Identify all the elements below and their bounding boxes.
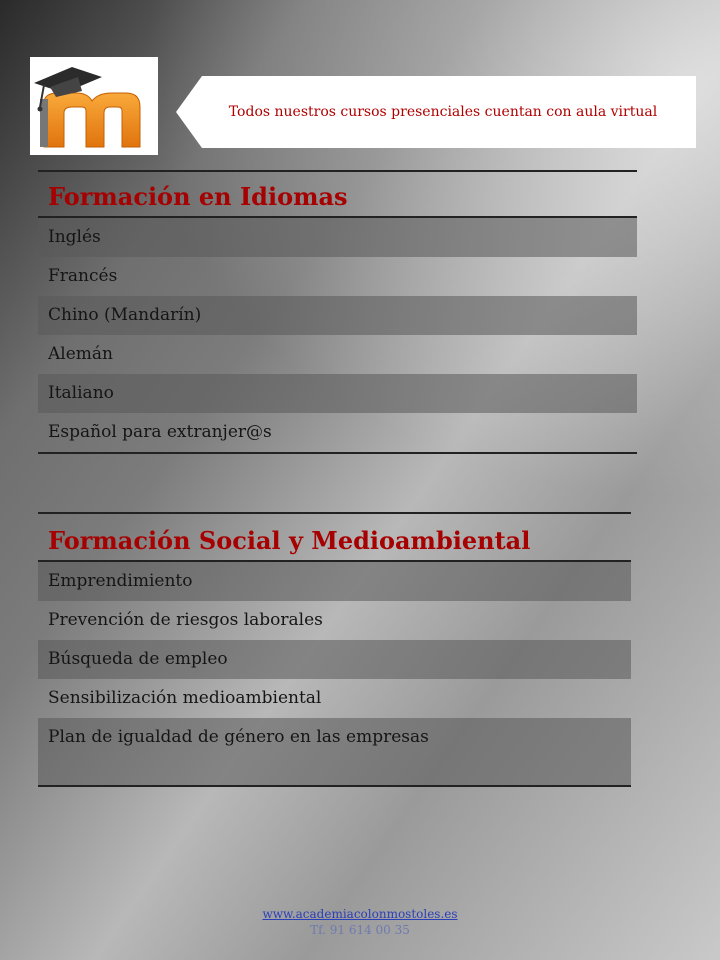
table-row: Prevención de riesgos laborales (48, 610, 323, 630)
table-row: Español para extranjer@s (48, 422, 272, 442)
table-row: Inglés (38, 218, 637, 257)
aula-virtual-banner (176, 76, 696, 148)
table-row: Sensibilización medioambiental (48, 688, 322, 708)
table-row: Italiano (38, 374, 637, 413)
social-table (38, 512, 631, 787)
banner-text: Todos nuestros cursos presenciales cuentan con aula virtual (228, 104, 658, 120)
phone-number: Tf. 91 614 00 35 (310, 923, 410, 937)
social-title: Formación Social y Medioambiental (38, 512, 631, 562)
table-row: Francés (48, 266, 118, 286)
table-row: Búsqueda de empleo (38, 640, 631, 679)
table-row: Chino (Mandarín) (38, 296, 637, 335)
moodle-logo (30, 57, 158, 155)
moodle-m-icon (30, 57, 158, 155)
table-row: Plan de igualdad de género en las empresas (38, 718, 631, 785)
website-link[interactable]: www.academiacolonmostoles.es (262, 907, 458, 921)
idiomas-title: Formación en Idiomas (38, 170, 637, 218)
idiomas-table (38, 170, 637, 454)
table-row: Alemán (48, 344, 113, 364)
table-row: Emprendimiento (38, 562, 631, 601)
footer (0, 906, 720, 938)
